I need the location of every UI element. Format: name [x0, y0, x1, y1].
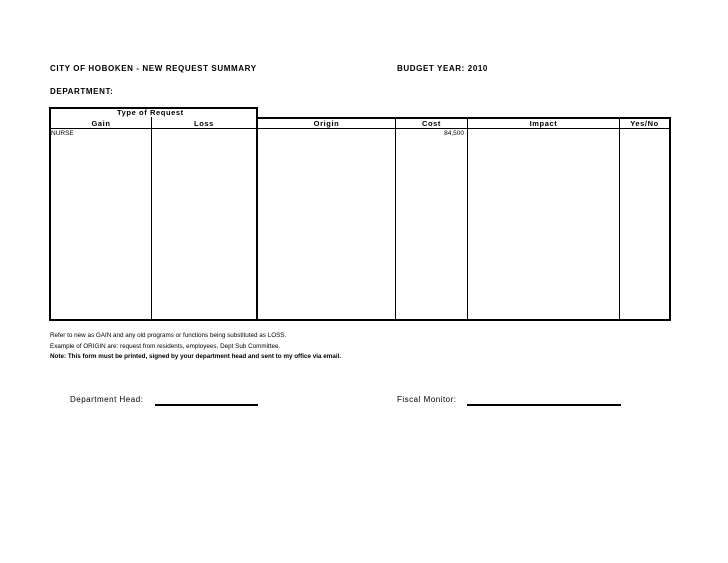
- column-header-yes-no: Yes/No: [630, 119, 659, 128]
- row-cost-cell: 84,500: [444, 130, 464, 137]
- column-header-cost: Cost: [421, 119, 442, 128]
- note-print-instructions: Note: This form must be printed, signed by your department head and sent to my office via email.: [50, 353, 342, 360]
- column-header-impact: Impact: [529, 119, 558, 128]
- type-of-request-header: Type of Request: [117, 108, 184, 117]
- form-title: CITY OF HOBOKEN - NEW REQUEST SUMMARY: [50, 64, 257, 73]
- note-origin-example: Example of ORIGIN are: request from residents, employees, Dept Sub Committee.: [50, 343, 281, 350]
- department-head-label: Department Head:: [70, 395, 144, 404]
- column-header-origin: Origin: [313, 119, 340, 128]
- column-header-gain: Gain: [91, 119, 111, 128]
- column-header-loss: Loss: [194, 119, 214, 128]
- row-gain-cell: NURSE: [51, 130, 74, 137]
- fiscal-monitor-label: Fiscal Monitor:: [397, 395, 457, 404]
- department-label: DEPARTMENT:: [50, 87, 114, 96]
- budget-year: BUDGET YEAR: 2010: [397, 64, 488, 73]
- fiscal-monitor-signature-line: [467, 404, 621, 406]
- note-gain-loss: Refer to new as GAIN and any old programs or functions being substituted as LOSS.: [50, 332, 287, 339]
- department-head-signature-line: [155, 404, 258, 406]
